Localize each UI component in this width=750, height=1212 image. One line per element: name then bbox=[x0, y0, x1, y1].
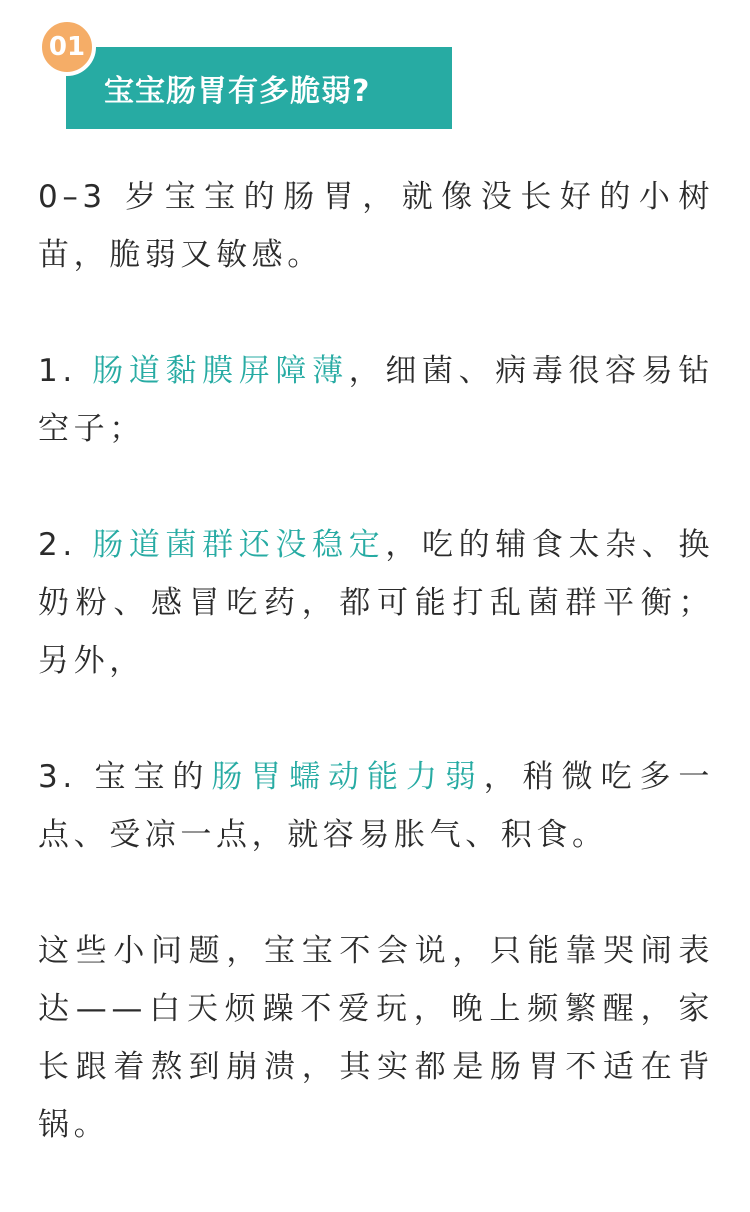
point-1-highlight: 肠道黏膜屏障薄 bbox=[92, 353, 349, 389]
closing-paragraph: 这些小问题，宝宝不会说，只能靠哭闹表达——白天烦躁不爱玩，晚上频繁醒，家长跟着熬到崩溃，其实都是肠胃不适在背锅。 bbox=[38, 933, 714, 1143]
point-3-highlight: 肠胃蠕动能力弱 bbox=[211, 759, 484, 795]
section-title-box bbox=[66, 47, 452, 129]
point-2-paragraph bbox=[38, 516, 714, 690]
section-header bbox=[38, 18, 458, 130]
point-1-prefix: 1. bbox=[38, 353, 93, 389]
point-3-paragraph bbox=[38, 748, 714, 864]
point-2-highlight: 肠道菌群还没稳定 bbox=[92, 527, 386, 563]
point-1-paragraph bbox=[38, 342, 714, 458]
section-title: 宝宝肠胃有多脆弱? bbox=[104, 74, 371, 109]
point-1-rest: ，细菌、病毒很容易钻空子； bbox=[38, 353, 714, 447]
point-3-rest: ，稍微吃多一点、受凉一点，就容易胀气、积食。 bbox=[38, 759, 715, 853]
section-number-badge bbox=[38, 18, 96, 76]
section-number: 01 bbox=[48, 32, 86, 62]
intro-paragraph: 0–3 岁宝宝的肠胃，就像没长好的小树苗，脆弱又敏感。 bbox=[38, 179, 714, 273]
point-3-prefix: 3. 宝宝的 bbox=[38, 759, 212, 795]
point-2-rest: ，吃的辅食太杂、换奶粉、感冒吃药，都可能打乱菌群平衡；另外， bbox=[38, 527, 714, 679]
point-2-prefix: 2. bbox=[38, 527, 93, 563]
article-body bbox=[38, 168, 714, 1212]
